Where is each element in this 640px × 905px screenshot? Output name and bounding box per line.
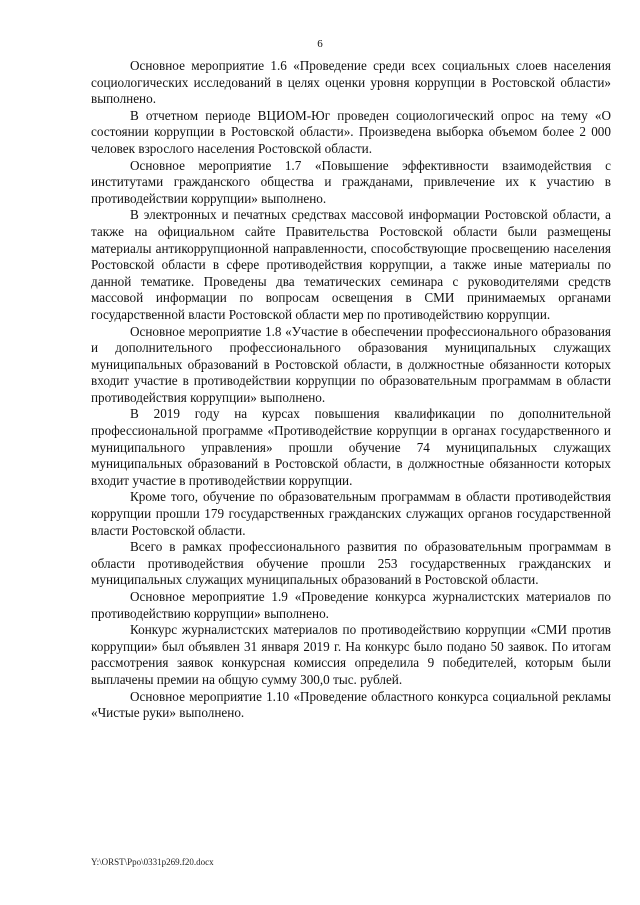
paragraph-training-2019: В 2019 году на курсах повышения квалификации по дополнительной профессиональной программе «Противодействие коррупции в органах государственного и муниципального управления» прошли обучение 74 муниципальных служащих муниципальных образований в Ростовской области, в должностные обязанности которых входит участие в противодействии коррупции.: [91, 406, 611, 488]
footer-file-path: Y:\ORST\Ppo\0331p269.f20.docx: [91, 857, 214, 867]
page-number: 6: [317, 38, 323, 50]
paragraph-measure-1-10: Основное мероприятие 1.10 «Проведение областного конкурса социальной рекламы «Чистые руки» выполнено.: [91, 688, 611, 721]
paragraph-measure-1-8: Основное мероприятие 1.8 «Участие в обеспечении профессионального образования и дополнительного профессионального образования муниципальных служащих муниципальных образований в Ростовской области, в должностные обязанности которых входит участие в противодействии коррупции по образовательным программам в области противодействия коррупции» выполнено.: [91, 323, 611, 405]
paragraph-media-materials: В электронных и печатных средствах массовой информации Ростовской области, а также на официальном сайте Правительства Ростовской области были размещены материалы антикоррупционной направленности, способствующие просвещению населения Ростовской области в сфере противодействия коррупции, а также иные материалы по данной тематике. Проведены два тематических семинара с руководителями средств массовой информации по вопросам освещения в СМИ принимаемых органами государственной власти Ростовской области мер по противодействию коррупции.: [91, 207, 611, 322]
paragraph-measure-1-7: Основное мероприятие 1.7 «Повышение эффективности взаимодействия с институтами гражданского общества и гражданами, привлечение их к участию в противодействии коррупции» выполнено.: [91, 157, 611, 206]
paragraph-total-trained: Всего в рамках профессионального развития по образовательным программам в области противодействия обучение прошли 253 государственных гражданских и муниципальных служащих муниципальных образований в Ростовской области.: [91, 539, 611, 588]
paragraph-additional-training: Кроме того, обучение по образовательным программам в области противодействия коррупции прошли 179 государственных гражданских служащих органов государственной власти Ростовской области.: [91, 489, 611, 538]
document-body: [91, 58, 611, 722]
paragraph-wciom-survey: В отчетном периоде ВЦИОМ-Юг проведен социологический опрос на тему «О состоянии коррупции в Ростовской области». Произведена выборка объемом более 2 000 человек взрослого населения Ростовской области.: [91, 107, 611, 156]
paragraph-contest-details: Конкурс журналистских материалов по противодействию коррупции «СМИ против коррупции» был объявлен 31 января 2019 г. На конкурс было подано 50 заявок. По итогам рассмотрения заявок конкурсная комиссия определила 9 победителей, которым были выплачены премии на общую сумму 300,0 тыс. рублей.: [91, 622, 611, 687]
paragraph-measure-1-6: Основное мероприятие 1.6 «Проведение среди всех социальных слоев населения социологических исследований в целях оценки уровня коррупции в Ростовской области» выполнено.: [91, 58, 611, 107]
paragraph-measure-1-9: Основное мероприятие 1.9 «Проведение конкурса журналистских материалов по противодействию коррупции» выполнено.: [91, 589, 611, 621]
